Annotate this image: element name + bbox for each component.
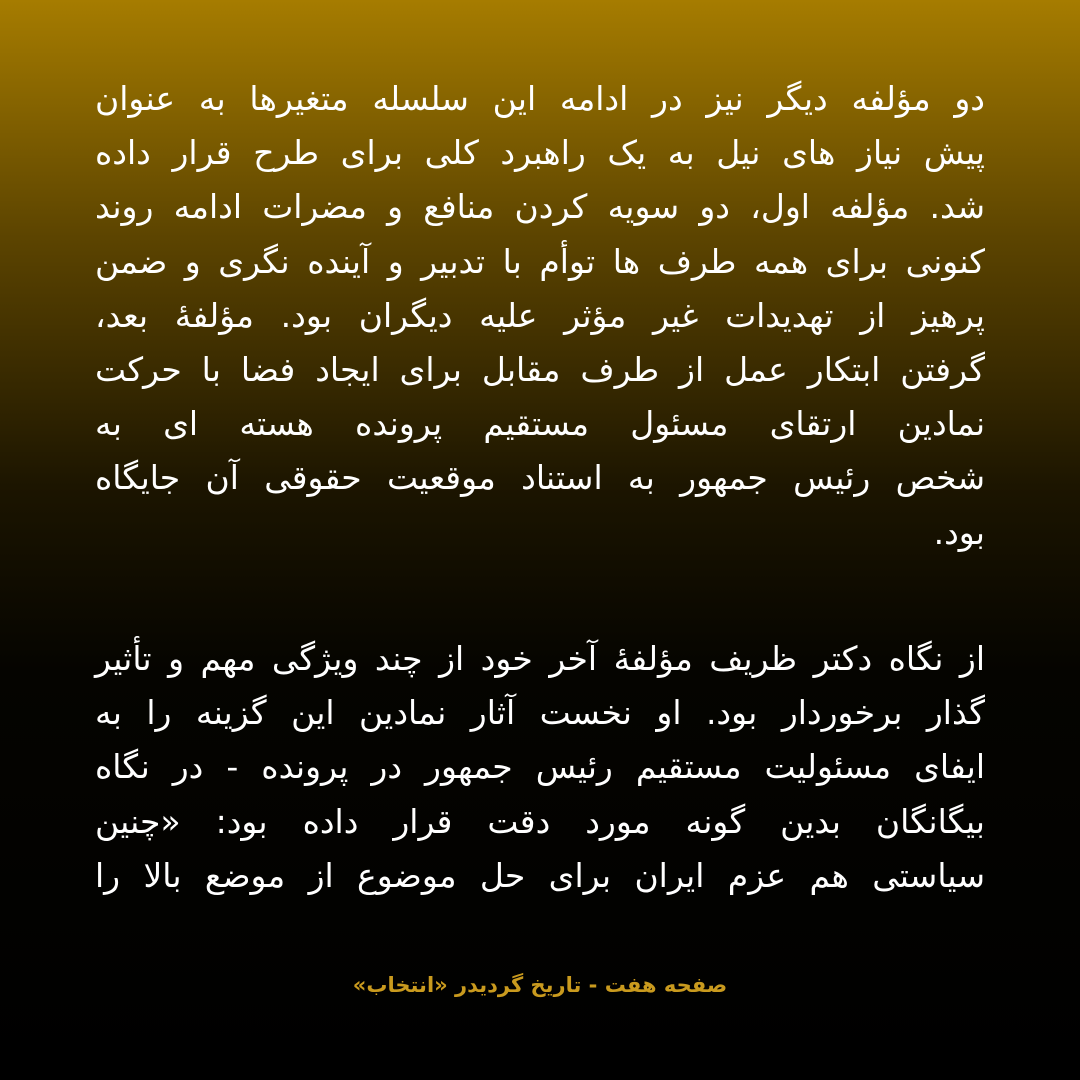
paragraph-line: پرهیز از تهدیدات غیر مؤثر علیه دیگران بود. مؤلفۀ بعد، xyxy=(95,295,985,335)
paragraph-line: بیگانگان بدین گونه مورد دقت قرار داده بود: «چنین xyxy=(95,801,985,841)
paragraph-line: سیاستی هم عزم ایران برای حل موضوع از موضع بالا را xyxy=(95,855,985,895)
paragraph-1 xyxy=(95,72,985,560)
page-footer: صفحه هفت - تاریخ گردیدر «انتخاب» xyxy=(352,973,728,997)
paragraph-line: از نگاه دکتر ظریف مؤلفۀ آخر خود از چند ویژگی مهم و تأثیر xyxy=(95,639,985,678)
paragraph-line: شخص رئیس جمهور به استناد موقعیت حقوقی آن جایگاه xyxy=(95,458,985,498)
paragraph-2 xyxy=(95,632,985,903)
paragraph-line: گذار برخوردار بود. او نخست آثار نمادین این گزینه را به xyxy=(95,693,985,733)
paragraph-line: گرفتن ابتکار عمل از طرف مقابل برای ایجاد فضا با حرکت xyxy=(95,350,985,390)
paragraph-line: کنونی برای همه طرف ها توأم با تدبیر و آینده نگری و ضمن xyxy=(95,241,985,281)
paragraph-line: بود. xyxy=(933,512,985,552)
paragraph-line: شد. مؤلفه اول، دو سویه کردن منافع و مضرات ادامه روند xyxy=(95,187,985,227)
paragraph-line: دو مؤلفه دیگر نیز در ادامه این سلسله متغیرها به عنوان xyxy=(95,79,985,118)
paragraph-line: ایفای مسئولیت مستقیم رئیس جمهور در پرونده - در نگاه xyxy=(95,747,985,787)
paragraph-line: پیش نیاز های نیل به یک راهبرد کلی برای طرح قرار داده xyxy=(95,133,985,173)
paragraph-line: نمادین ارتقای مسئول مستقیم پرونده هسته ای به xyxy=(95,404,985,444)
